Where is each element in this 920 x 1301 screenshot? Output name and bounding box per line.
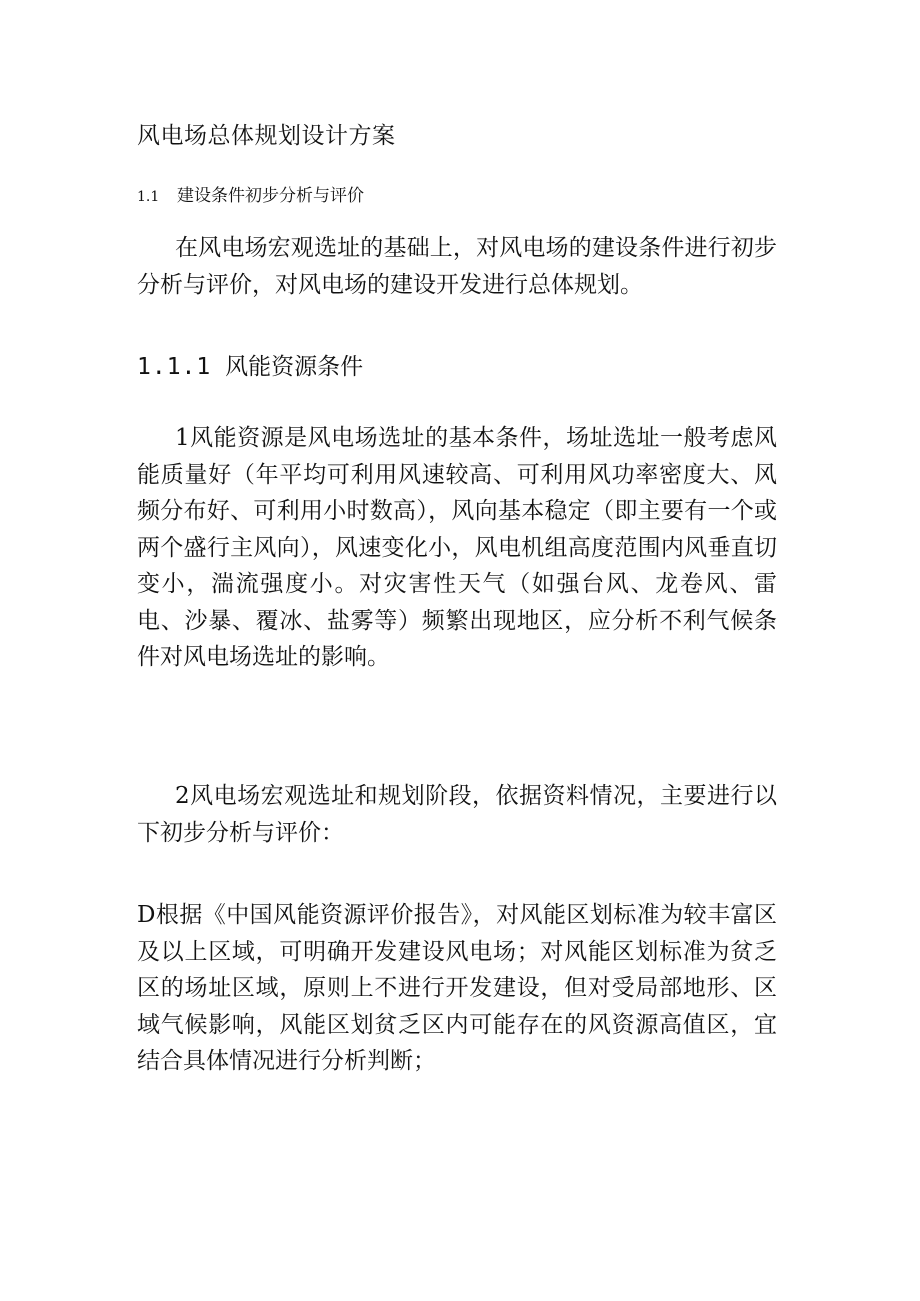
- intro-paragraph: 在风电场宏观选址的基础上，对风电场的建设条件进行初步分析与评价，对风电场的建设开发进行总体规划。: [137, 235, 777, 298]
- section-title: 建设条件初步分析与评价: [177, 186, 364, 206]
- paragraph-wind-zoning: D根据《中国风能资源评价报告》，对风能区划标准为较丰富区及以上区域，可明确开发建设风电场；对风能区划标准为贫乏区的场址区域，原则上不进行开发建设，但对受局部地形、区域气候影响，风能区划贫乏区内可能存在的风资源高值区，宜结合具体情况进行分析判断；: [137, 902, 777, 1074]
- section-heading: [137, 183, 364, 210]
- paragraph-wind-resource-basics: 1风能资源是风电场选址的基本条件，场址选址一般考虑风能质量好（年平均可利用风速较高、可利用风功率密度大、风频分布好、可利用小时数高），风向基本稳定（即主要有一个或两个盛行主风向），风速变化小，风电机组高度范围内风垂直切变小，湍流强度小。对灾害性天气（如强台风、龙卷风、雷电、沙暴、覆冰、盐雾等）频繁出现地区，应分析不利气候条件对风电场选址的影响。: [137, 425, 777, 670]
- section-number: 1.1: [137, 189, 160, 205]
- subsection-title: 风能资源条件: [225, 354, 364, 380]
- subsection-number: 1.1.1: [137, 354, 212, 380]
- paragraph-macro-siting: 2风电场宏观选址和规划阶段，依据资料情况，主要进行以下初步分析与评价：: [137, 783, 777, 846]
- document-title: 风电场总体规划设计方案: [137, 123, 396, 149]
- subsection-heading: [137, 349, 363, 385]
